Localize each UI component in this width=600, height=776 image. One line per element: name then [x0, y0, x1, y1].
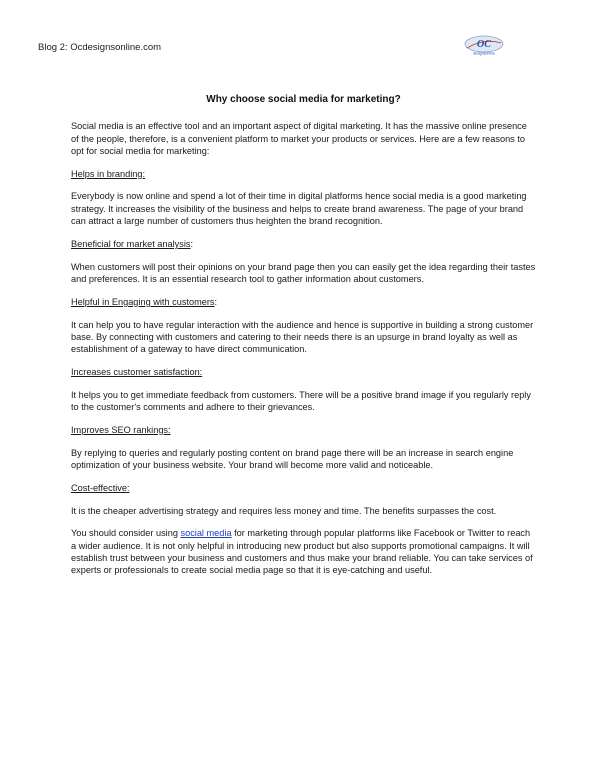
section-heading-text: Improves SEO rankings:: [71, 424, 171, 435]
logo-icon: [463, 34, 505, 56]
section-heading-text: Increases customer satisfaction:: [71, 366, 203, 377]
section-heading-text: Helpful in Engaging with customers: [71, 296, 215, 307]
section-heading-suffix: :: [214, 296, 218, 307]
logo-tagline: designsonline: [473, 51, 495, 56]
section-heading-suffix: :: [190, 238, 194, 249]
section-heading: [71, 168, 536, 180]
article-title: Why choose social media for marketing?: [206, 94, 401, 105]
section-heading: [71, 296, 536, 308]
section-heading: [71, 366, 536, 378]
article-body: [71, 94, 536, 587]
conclusion-after-link: for marketing through popular platforms like Facebook or Twitter to reach a wider audience. It is not only helpful in introducing new product but also supports promotional campaigns. It will establish trust between your business and customers and thus make your brand reliable. You can take services of experts or professionals to create social media page so that it is eye-catching and useful.: [71, 528, 533, 576]
ocdesigns-logo: [463, 34, 505, 56]
blog-header-label: Blog 2: Ocdesignsonline.com: [38, 42, 162, 53]
intro-paragraph: Social media is an effective tool and an important aspect of digital marketing. It has the massive online presence of the people, therefore, is a convenient platform to market your products or services. Here are a few reasons to opt for social media for marketing:: [71, 121, 527, 156]
section-body: When customers will post their opinions on your brand page then you can easily get the idea regarding their tastes and preferences. It is an essential research tool to gather information about customers.: [71, 261, 536, 284]
section-heading-text: Cost-effective:: [71, 482, 130, 493]
section-heading-text: Beneficial for market analysis: [71, 238, 191, 249]
section-heading: [71, 424, 536, 436]
conclusion-paragraph: [71, 527, 536, 576]
section-heading: [71, 238, 536, 250]
section-heading-text: Helps in branding:: [71, 168, 146, 179]
section-body: It can help you to have regular interaction with the audience and hence is supportive in building a strong customer base. By connecting with customers and catering to their needs there is an upsurge in brand loyalty as well as establishment of a gateway to have direct communication.: [71, 319, 534, 355]
section-body: Everybody is now online and spend a lot of their time in digital platforms hence social media is a good marketing strategy. It increases the visibility of the business and helps to create brand awareness. The page of your brand can attract a large number of customers thus heighten the brand recognition.: [71, 191, 527, 227]
social-media-link[interactable]: social media: [180, 528, 232, 539]
section-heading: [71, 482, 536, 494]
conclusion-before-link: You should consider using: [71, 528, 181, 539]
section-body: It is the cheaper advertising strategy and requires less money and time. The benefits surpasses the cost.: [71, 505, 497, 516]
section-body: By replying to queries and regularly posting content on brand page there will be an increase in search engine optimization of your business website. Your brand will become more valid and noticeable.: [71, 447, 514, 470]
logo-text: OC: [477, 39, 491, 50]
section-body: It helps you to get immediate feedback from customers. There will be a positive brand image if you regularly reply to the customer's comments and adhere to their grievances.: [71, 389, 531, 413]
